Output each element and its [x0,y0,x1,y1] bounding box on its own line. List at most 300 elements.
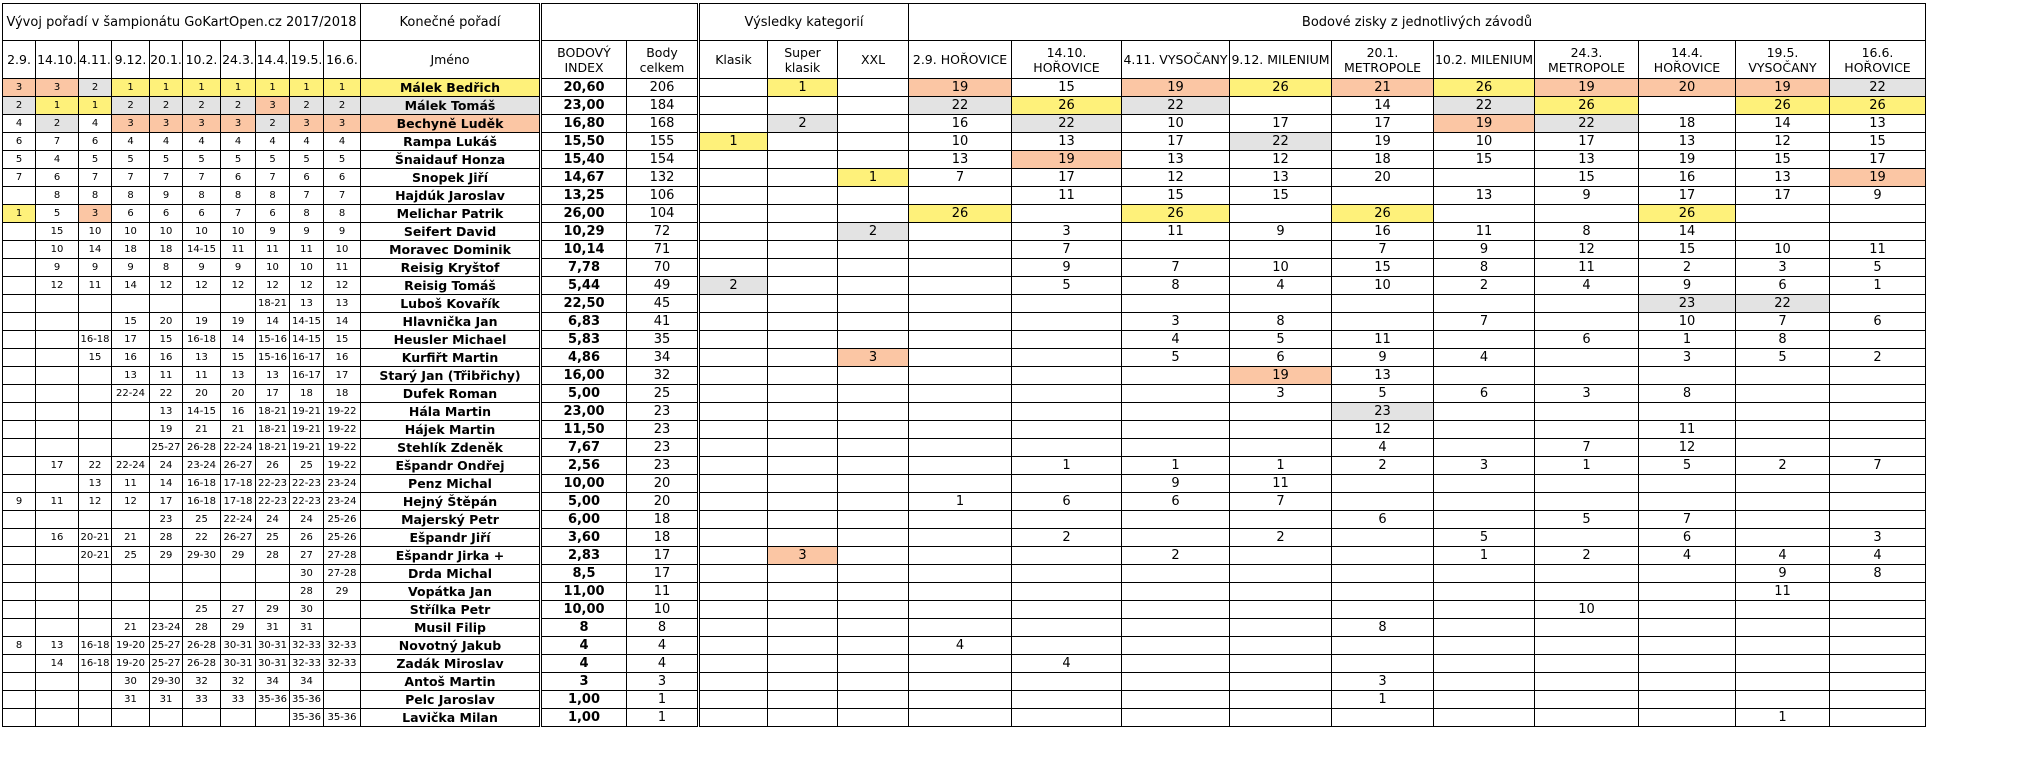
progress-position-cell [36,403,79,421]
race-points-cell [909,241,1012,259]
race-points-cell [909,529,1012,547]
table-row [3,601,1926,619]
progress-position-cell: 2 [3,97,36,115]
race-points-cell [1830,709,1926,727]
race-points-cell [1012,511,1122,529]
category-result-cell [700,187,768,205]
race-points-cell: 1 [1434,547,1535,565]
points-index-cell: 13,25 [542,187,627,205]
race-points-cell: 1 [1830,277,1926,295]
race-points-cell: 19 [1434,115,1535,133]
category-result-cell [838,475,909,493]
progress-position-cell: 11 [256,241,290,259]
category-result-cell [768,529,838,547]
progress-position-cell: 4 [3,115,36,133]
progress-position-cell: 1 [183,79,221,97]
race-points-cell [1122,655,1230,673]
progress-position-cell [221,295,256,313]
progress-position-cell: 5 [112,151,150,169]
category-result-cell [768,457,838,475]
progress-position-cell: 7 [221,205,256,223]
race-points-cell: 17 [1736,187,1830,205]
table-row [3,151,1926,169]
progress-position-cell: 19-21 [290,439,324,457]
race-points-cell: 26 [1012,97,1122,115]
category-result-cell [768,493,838,511]
category-header: Super klasik [768,41,838,79]
category-result-cell [838,133,909,151]
progress-position-cell [36,583,79,601]
progress-position-cell: 3 [36,79,79,97]
race-points-cell: 13 [1736,169,1830,187]
progress-position-cell [3,565,36,583]
race-points-cell: 11 [1830,241,1926,259]
race-points-cell: 7 [1639,511,1736,529]
progress-position-cell: 12 [79,493,112,511]
category-result-cell [700,169,768,187]
progress-position-cell: 22 [150,385,183,403]
race-points-cell [1736,223,1830,241]
race-points-cell [909,223,1012,241]
race-points-cell [1012,403,1122,421]
race-points-cell: 1 [1230,457,1332,475]
category-result-cell: 2 [700,277,768,295]
race-points-cell [1230,295,1332,313]
table-row [3,187,1926,205]
race-points-cell [1122,709,1230,727]
race-points-cell [1736,673,1830,691]
progress-position-cell: 4 [290,133,324,151]
progress-position-cell: 29 [256,601,290,619]
table-row [3,313,1926,331]
race-points-cell: 19 [909,79,1012,97]
race-points-cell: 12 [1230,151,1332,169]
category-result-cell [838,709,909,727]
race-points-cell [1012,313,1122,331]
race-points-cell [1122,421,1230,439]
progress-position-cell: 14 [79,241,112,259]
race-points-cell: 5 [1434,529,1535,547]
category-result-cell [768,97,838,115]
race-points-cell: 11 [1230,475,1332,493]
progress-position-cell [79,709,112,727]
progress-position-cell [3,403,36,421]
total-points-cell: 8 [627,619,698,637]
category-result-cell [768,223,838,241]
progress-position-cell: 5 [183,151,221,169]
category-result-cell [768,187,838,205]
table-row [3,691,1926,709]
progress-position-cell [150,565,183,583]
progress-position-cell: 16-18 [79,637,112,655]
category-result-cell [700,367,768,385]
table-row [3,241,1926,259]
race-points-cell: 22 [1434,97,1535,115]
race-points-cell [1535,493,1639,511]
total-points-cell: 18 [627,511,698,529]
category-result-cell [700,385,768,403]
total-points-cell: 23 [627,457,698,475]
progress-position-cell: 7 [290,187,324,205]
progress-position-cell: 5 [324,151,361,169]
race-points-cell: 1 [1736,709,1830,727]
progress-position-cell [79,295,112,313]
table-row [3,583,1926,601]
total-points-cell: 35 [627,331,698,349]
progress-position-cell [79,691,112,709]
race-points-cell [909,655,1012,673]
category-result-cell [768,565,838,583]
progress-date-header: 10.2. [183,41,221,79]
race-points-cell [1639,709,1736,727]
progress-position-cell: 29 [221,547,256,565]
race-points-cell: 3 [1639,349,1736,367]
progress-position-cell: 9 [36,259,79,277]
race-points-cell: 9 [1535,187,1639,205]
table-row [3,493,1926,511]
progress-position-cell: 26-27 [221,529,256,547]
category-result-cell [838,583,909,601]
race-points-cell [909,547,1012,565]
table-row [3,511,1926,529]
race-points-cell [1830,403,1926,421]
progress-position-cell: 20 [183,385,221,403]
race-points-cell: 22 [1012,115,1122,133]
progress-position-cell [36,313,79,331]
progress-position-cell [3,331,36,349]
progress-position-cell [3,259,36,277]
points-index-cell: 23,00 [542,403,627,421]
progress-position-cell: 6 [36,169,79,187]
race-points-cell: 8 [1230,313,1332,331]
category-result-cell [768,601,838,619]
progress-title: Vývoj pořadí v šampionátu GoKartOpen.cz 2017/2018 [3,4,361,41]
progress-position-cell: 10 [256,259,290,277]
driver-name-cell: Zadák Miroslav [361,655,540,673]
race-points-cell [909,277,1012,295]
points-index-cell: 1,00 [542,709,627,727]
progress-position-cell [3,511,36,529]
category-result-cell [838,565,909,583]
driver-name-cell: Hejný Štěpán [361,493,540,511]
race-points-cell [1434,421,1535,439]
race-points-cell [1012,583,1122,601]
race-points-cell: 6 [1230,349,1332,367]
progress-position-cell: 10 [79,223,112,241]
race-points-cell: 13 [1639,133,1736,151]
table-row [3,115,1926,133]
progress-position-cell: 3 [256,97,290,115]
progress-position-cell: 7 [150,169,183,187]
progress-position-cell: 12 [150,277,183,295]
table-row [3,169,1926,187]
total-points-cell: 70 [627,259,698,277]
driver-name-cell: Hála Martin [361,403,540,421]
race-points-cell: 14 [1332,97,1434,115]
race-points-cell [1230,403,1332,421]
progress-position-cell: 17 [112,331,150,349]
progress-position-cell: 8 [256,187,290,205]
category-result-cell [700,493,768,511]
race-points-cell: 4 [1230,277,1332,295]
race-points-cell: 26 [1639,205,1736,223]
progress-position-cell: 9 [221,259,256,277]
progress-position-cell: 1 [36,97,79,115]
total-points-cell: 45 [627,295,698,313]
race-points-cell [1122,529,1230,547]
points-index-cell: 8 [542,619,627,637]
race-points-cell [909,457,1012,475]
race-points-cell: 21 [1332,79,1434,97]
table-row [3,547,1926,565]
race-points-cell: 11 [1639,421,1736,439]
progress-position-cell: 22-24 [221,439,256,457]
race-points-cell [1535,691,1639,709]
progress-position-cell: 32 [221,673,256,691]
progress-position-cell [3,709,36,727]
race-points-cell [1830,619,1926,637]
race-points-cell [1639,583,1736,601]
race-points-cell [1639,403,1736,421]
category-result-cell [838,421,909,439]
race-header: 24.3. METROPOLE [1535,41,1639,79]
race-points-cell: 26 [1535,97,1639,115]
race-points-cell [909,439,1012,457]
progress-position-cell: 31 [150,691,183,709]
race-points-cell: 26 [1434,79,1535,97]
category-result-cell [700,313,768,331]
progress-position-cell: 24 [290,511,324,529]
progress-position-cell: 18-21 [256,403,290,421]
progress-position-cell: 10 [36,241,79,259]
race-points-cell [1332,709,1434,727]
race-points-cell: 4 [1830,547,1926,565]
race-points-cell [1736,385,1830,403]
points-index-cell: 4,86 [542,349,627,367]
progress-position-cell: 10 [290,259,324,277]
progress-position-cell [36,295,79,313]
progress-position-cell [324,619,361,637]
table-row [3,205,1926,223]
race-points-cell: 5 [1639,457,1736,475]
driver-name-cell: Drda Michal [361,565,540,583]
driver-name-cell: Majerský Petr [361,511,540,529]
progress-position-cell [183,565,221,583]
points-index-cell: 4 [542,637,627,655]
category-result-cell [768,511,838,529]
race-points-cell: 19 [1535,79,1639,97]
race-points-cell: 1 [1332,691,1434,709]
progress-position-cell [112,511,150,529]
race-points-cell [1230,205,1332,223]
progress-position-cell [112,601,150,619]
progress-position-cell: 8 [79,187,112,205]
race-points-cell: 15 [1434,151,1535,169]
progress-position-cell [79,403,112,421]
table-row [3,709,1926,727]
progress-position-cell: 11 [290,241,324,259]
race-points-cell [1434,205,1535,223]
race-points-cell [1535,619,1639,637]
race-points-cell [1012,295,1122,313]
category-result-cell [700,259,768,277]
progress-position-cell [150,295,183,313]
driver-name-cell: Antoš Martin [361,673,540,691]
table-row [3,565,1926,583]
points-index-cell: 15,40 [542,151,627,169]
race-points-cell [1230,547,1332,565]
progress-position-cell: 20-21 [79,529,112,547]
race-points-cell [1639,619,1736,637]
race-points-cell: 13 [1332,367,1434,385]
race-points-cell: 5 [1332,385,1434,403]
race-points-cell: 23 [1332,403,1434,421]
race-points-cell [1012,601,1122,619]
race-points-cell: 3 [1830,529,1926,547]
race-points-cell [1736,511,1830,529]
progress-position-cell: 16-18 [79,331,112,349]
progress-position-cell: 11 [324,259,361,277]
points-index-cell: 11,00 [542,583,627,601]
progress-position-cell [3,529,36,547]
progress-position-cell: 24 [256,511,290,529]
progress-position-cell: 11 [36,493,79,511]
race-points-cell: 10 [1639,313,1736,331]
race-points-cell: 3 [1736,259,1830,277]
category-result-cell [768,151,838,169]
race-points-cell: 16 [1332,223,1434,241]
category-result-cell [700,691,768,709]
progress-position-cell: 8 [221,187,256,205]
race-points-cell [1639,691,1736,709]
progress-position-cell: 17-18 [221,493,256,511]
category-result-cell [838,313,909,331]
race-points-cell [1434,619,1535,637]
race-points-cell: 5 [1535,511,1639,529]
progress-position-cell [112,709,150,727]
progress-position-cell: 35-36 [256,691,290,709]
progress-position-cell: 32-33 [324,637,361,655]
category-result-cell [700,115,768,133]
race-points-cell [1122,673,1230,691]
category-result-cell [700,403,768,421]
progress-position-cell: 15 [36,223,79,241]
driver-name-cell: Střílka Petr [361,601,540,619]
progress-position-cell: 5 [221,151,256,169]
race-points-cell: 3 [1122,313,1230,331]
driver-name-cell: Ešpandr Ondřej [361,457,540,475]
progress-position-cell [36,439,79,457]
race-points-cell: 1 [1535,457,1639,475]
category-result-cell [838,97,909,115]
race-points-cell: 17 [1535,133,1639,151]
points-index-cell: 5,44 [542,277,627,295]
progress-position-cell: 5 [3,151,36,169]
category-result-cell [768,277,838,295]
category-result-cell [768,637,838,655]
races-title: Bodové zisky z jednotlivých závodů [909,4,1926,41]
race-points-cell [1122,583,1230,601]
progress-position-cell [112,421,150,439]
race-points-cell: 22 [1535,115,1639,133]
driver-name-cell: Málek Tomáš [361,97,540,115]
name-column-header: Jméno [361,41,540,79]
category-result-cell [838,673,909,691]
points-index-cell: 8,5 [542,565,627,583]
progress-position-cell [150,709,183,727]
race-points-cell: 6 [1122,493,1230,511]
race-points-cell [1830,367,1926,385]
points-index-cell: 20,60 [542,79,627,97]
table-row [3,421,1926,439]
race-points-cell: 26 [1122,205,1230,223]
progress-position-cell: 6 [112,205,150,223]
race-points-cell: 3 [1230,385,1332,403]
total-points-cell: 4 [627,655,698,673]
table-row [3,475,1926,493]
category-result-cell: 1 [700,133,768,151]
progress-position-cell: 14 [36,655,79,673]
race-points-cell [1830,295,1926,313]
race-points-cell [1639,367,1736,385]
race-points-cell [1736,691,1830,709]
race-points-cell: 3 [1012,223,1122,241]
race-points-cell [1639,475,1736,493]
race-points-cell [1736,619,1830,637]
category-result-cell [700,349,768,367]
race-points-cell: 11 [1012,187,1122,205]
race-points-cell [1434,169,1535,187]
category-result-cell [768,241,838,259]
race-points-cell: 2 [1535,547,1639,565]
progress-position-cell: 25 [256,529,290,547]
progress-date-header: 14.4. [256,41,290,79]
table-row [3,655,1926,673]
category-result-cell: 1 [768,79,838,97]
total-points-cell: 4 [627,637,698,655]
category-result-cell [768,331,838,349]
progress-position-cell: 9 [290,223,324,241]
progress-position-cell: 15 [112,313,150,331]
progress-position-cell [112,583,150,601]
race-points-cell: 4 [1736,547,1830,565]
progress-position-cell: 22 [79,457,112,475]
race-points-cell [1230,619,1332,637]
race-points-cell: 12 [1535,241,1639,259]
race-points-cell: 2 [1434,277,1535,295]
progress-position-cell: 19 [183,313,221,331]
race-points-cell: 6 [1434,385,1535,403]
progress-position-cell: 3 [79,205,112,223]
race-points-cell [1012,421,1122,439]
race-points-cell: 11 [1736,583,1830,601]
race-points-cell [909,367,1012,385]
progress-position-cell [36,511,79,529]
progress-position-cell: 12 [256,277,290,295]
progress-position-cell: 1 [221,79,256,97]
driver-name-cell: Stehlík Zdeněk [361,439,540,457]
total-points-cell: 132 [627,169,698,187]
category-result-cell [700,151,768,169]
race-points-cell [1535,583,1639,601]
table-row [3,637,1926,655]
race-points-cell [1736,367,1830,385]
driver-name-cell: Hlavnička Jan [361,313,540,331]
progress-position-cell: 34 [290,673,324,691]
progress-position-cell: 5 [290,151,324,169]
progress-position-cell: 14 [150,475,183,493]
category-result-cell [838,115,909,133]
